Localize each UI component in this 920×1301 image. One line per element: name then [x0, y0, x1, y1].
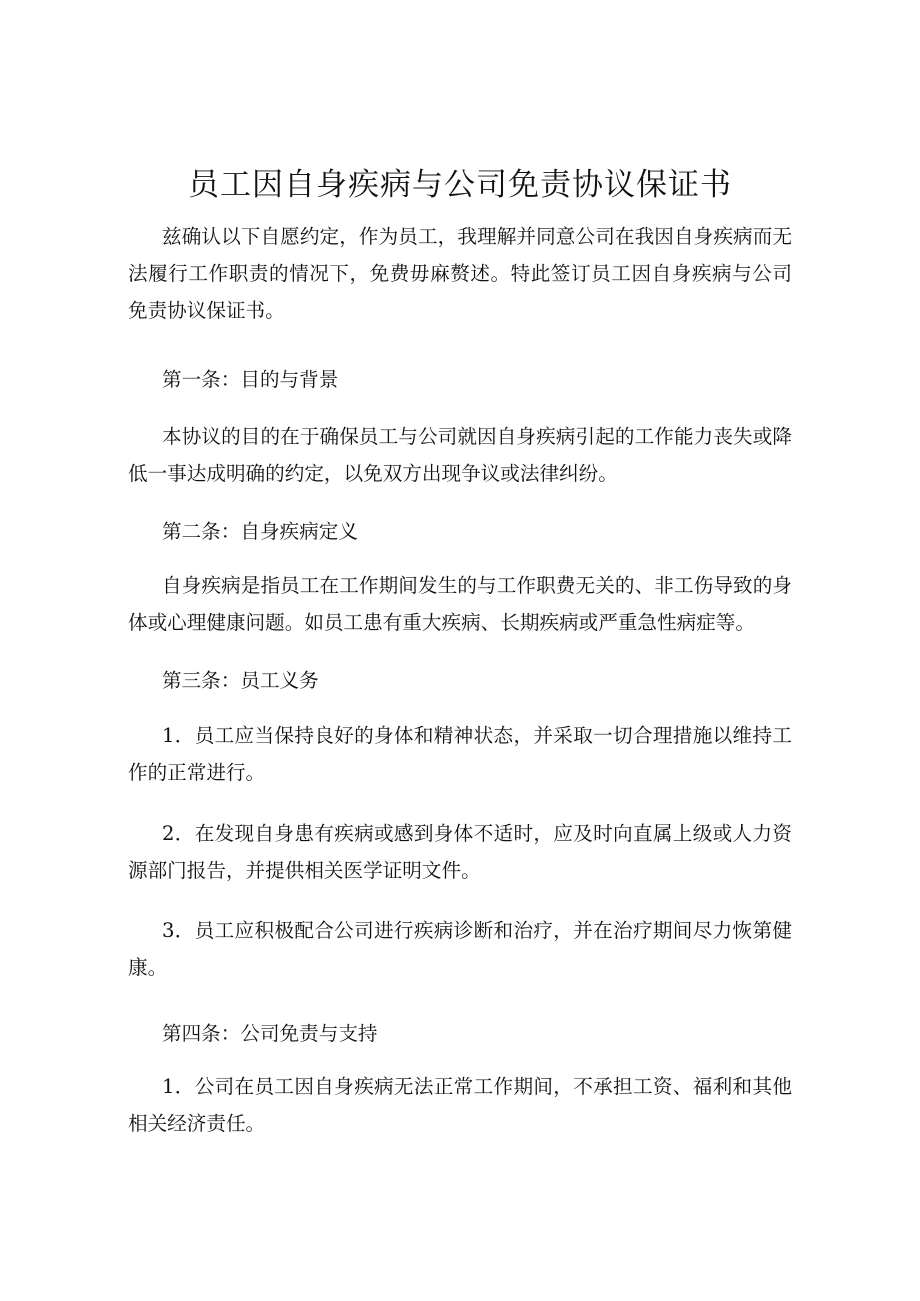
- section-3-item-2: 2．在发现自身患有疾病或感到身体不适时，应及时向直属上级或人力资源部门报告，并提供相关医学证明文件。: [128, 822, 792, 882]
- section-1-heading: 第一条：目的与背景: [162, 368, 339, 391]
- section-4-heading: 第四条：公司免责与支持: [162, 1022, 378, 1045]
- section-1-paragraph: 本协议的目的在于确保员工与公司就因自身疾病引起的工作能力丧失或降低一事达成明确的约定，以免双方出现争议或法律纠纷。: [128, 425, 792, 485]
- section-3-item-3: 3．员工应积极配合公司进行疾病诊断和治疗，并在治疗期间尽力恢第健康。: [128, 919, 792, 979]
- intro-paragraph: 兹确认以下自愿约定，作为员工，我理解并同意公司在我因自身疾病而无法履行工作职责的情况下，免费毋麻赘述。特此签订员工因自身疾病与公司免责协议保证书。: [128, 225, 792, 322]
- document-title: 员工因自身疾病与公司免责协议保证书: [188, 167, 732, 203]
- section-4-item-1: 1．公司在员工因自身疾病无法正常工作期间，不承担工资、福利和其他相关经济责任。: [128, 1075, 792, 1135]
- section-2-paragraph: 自身疾病是指员工在工作期间发生的与工作职费无关的、非工伤导致的身体或心理健康问题。如员工患有重大疾病、长期疾病或严重急性病症等。: [128, 574, 792, 634]
- section-3-item-1: 1．员工应当保持良好的身体和精神状态，并采取一切合理措施以维持工作的正常进行。: [128, 724, 792, 784]
- section-3-heading: 第三条：员工义务: [162, 669, 319, 692]
- section-2-heading: 第二条：自身疾病定义: [162, 520, 358, 543]
